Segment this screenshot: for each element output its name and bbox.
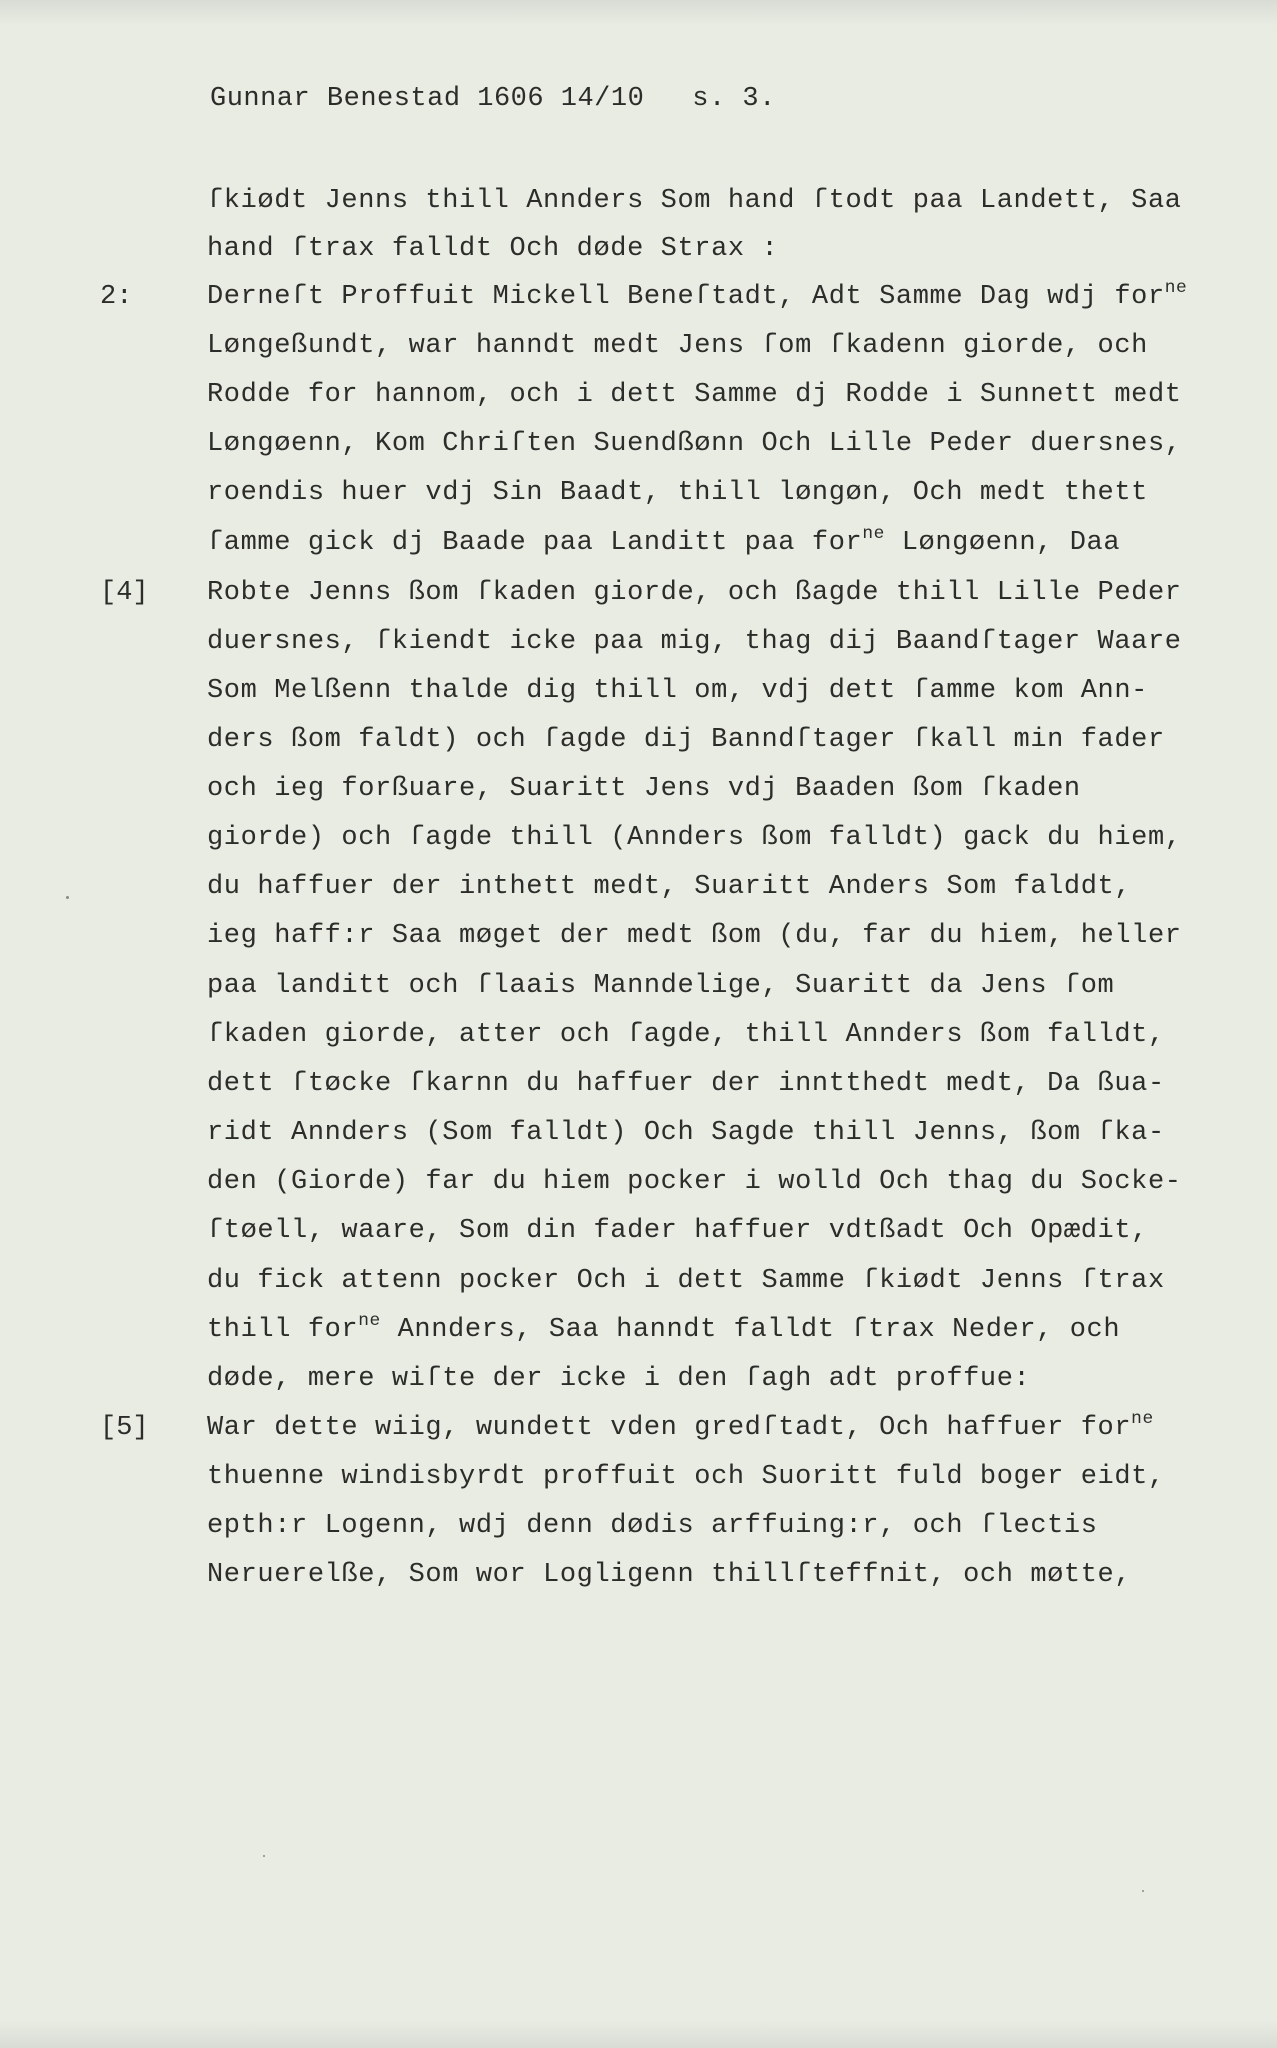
- text-line: døde, mere wiſte der icke i den ſagh adt proffue:: [207, 1364, 1031, 1394]
- text-line: ſamme gick dj Baade paa Landitt paa for$^{ne}$ Løngøenn, Daa: [207, 524, 1121, 558]
- header-page-number: s. 3.: [692, 84, 776, 114]
- header-place: Benestad: [326, 84, 461, 114]
- superscript: ne: [1164, 278, 1188, 298]
- margin-marker: [5]: [100, 1413, 149, 1443]
- text-line: ieg haff:r Saa møget der medt ßom (du, far du hiem, heller: [207, 921, 1182, 951]
- text-line: ſkaden giorde, atter och ſagde, thill Annders ßom falldt,: [207, 1020, 1165, 1050]
- text-line: Løngøenn, Kom Chriſten Suendßønn Och Lille Peder duersnes,: [207, 429, 1182, 459]
- text-line: Som Melßenn thalde dig thill om, vdj dett ſamme kom Ann-: [207, 676, 1148, 706]
- text-line: duersnes, ſkiendt icke paa mig, thag dij Baandſtager Waare: [207, 627, 1182, 657]
- text-line: Løngeßundt, war hanndt medt Jens ſom ſkadenn giorde, och: [207, 331, 1148, 361]
- text-line: Robte Jenns ßom ſkaden giorde, och ßagde thill Lille Peder: [207, 578, 1182, 608]
- text-line: dett ſtøcke ſkarnn du haffuer der inntthedt medt, Da ßua-: [207, 1069, 1165, 1099]
- text-line: Neruerelße, Som wor Logligenn thillſteffnit, och møtte,: [207, 1560, 1132, 1590]
- header-date: 14/10: [560, 84, 645, 114]
- text-line: Derneſt Proffuit Mickell Beneſtadt, Adt Samme Dag wdj for$^{ne}$: [207, 278, 1188, 312]
- text-line: ſkiødt Jenns thill Annders Som hand ſtodt paa Landett, Saa: [207, 186, 1182, 216]
- margin-marker: 2:: [100, 282, 133, 312]
- text-line: du fick attenn pocker Och i dett Samme ſkiødt Jenns ſtrax: [207, 1266, 1165, 1296]
- text-line: ridt Annders (Som falldt) Och Sagde thill Jenns, ßom ſka-: [207, 1118, 1165, 1148]
- text-line: och ieg forßuare, Suaritt Jens vdj Baaden ßom ſkaden: [207, 774, 1081, 804]
- text-line: den (Giorde) far du hiem pocker i wolld Och thag du Socke-: [207, 1167, 1182, 1197]
- text-line: epth:r Logenn, wdj denn dødis arffuing:r, och ſlectis: [207, 1511, 1098, 1541]
- text-line: roendis huer vdj Sin Baadt, thill løngøn, Och medt thett: [207, 478, 1148, 508]
- text-line: ſtøell, waare, Som din fader haffuer vdtßadt Och Opædit,: [207, 1216, 1148, 1246]
- text-line: du haffuer der inthett medt, Suaritt Anders Som falddt,: [207, 872, 1132, 902]
- scan-speck: [1142, 1890, 1144, 1892]
- text-line: giorde) och ſagde thill (Annders ßom falldt) gack du hiem,: [207, 823, 1182, 853]
- superscript: ne: [358, 1311, 381, 1331]
- scan-speck: [66, 896, 69, 899]
- text-line: hand ſtrax falldt Och døde Strax :: [207, 234, 779, 264]
- text-line: thuenne windisbyrdt proffuit och Suoritt fuld boger eidt,: [207, 1462, 1165, 1492]
- scan-top-edge: [0, 0, 1277, 26]
- text-line: Rodde for hannom, och i dett Samme dj Rodde i Sunnett medt: [207, 380, 1182, 410]
- margin-marker: [4]: [100, 578, 149, 608]
- text-line: paa landitt och ſlaais Manndelige, Suaritt da Jens ſom: [207, 971, 1115, 1001]
- header-author: Gunnar: [210, 84, 311, 114]
- text-line: ders ßom faldt) och ſagde dij Banndſtager ſkall min fader: [207, 725, 1165, 755]
- scan-speck: [263, 1855, 265, 1857]
- scan-bottom-edge: [0, 2020, 1277, 2048]
- superscript: ne: [1131, 1409, 1154, 1429]
- superscript: ne: [862, 524, 885, 544]
- text-line: thill for$^{ne}$ Annders, Saa hanndt falldt ſtrax Neder, och: [207, 1311, 1121, 1345]
- text-line: War dette wiig, wundett vden gredſtadt, Och haffuer for$^{ne}$: [207, 1409, 1154, 1443]
- header-year: 1606: [477, 84, 545, 114]
- page-header: [210, 84, 776, 114]
